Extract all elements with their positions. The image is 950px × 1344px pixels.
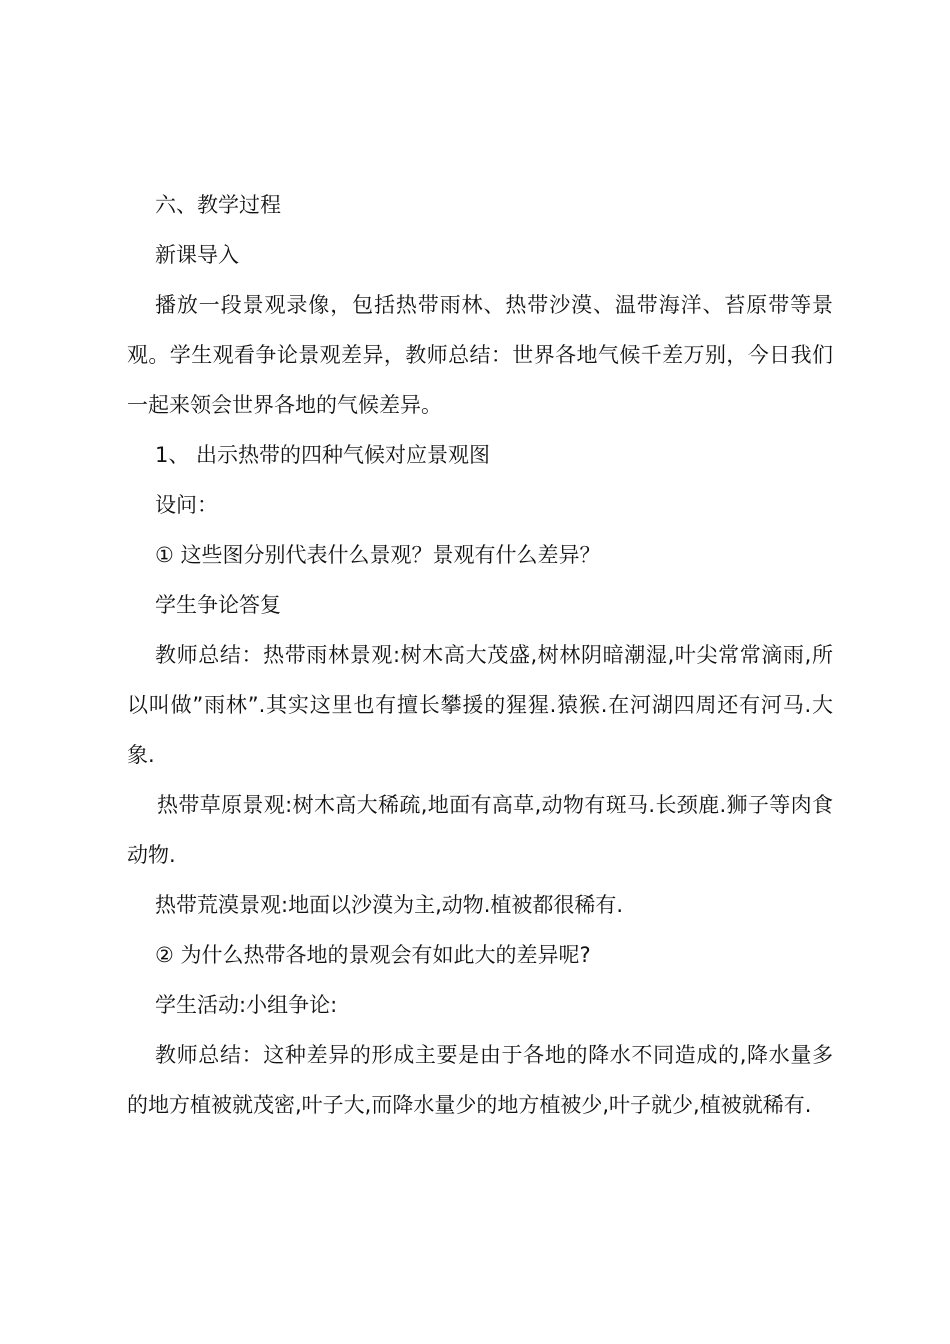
question-two: ② 为什么热带各地的景观会有如此大的差异呢? [155,943,591,967]
paragraph-rainforest: 教师总结：热带雨林景观:树木高大茂盛,树林阴暗潮湿,叶尖常常滴雨,所以叫做”雨林”.其实这里也有擅长攀援的猩猩.猿猴.在河湖四周还有河马.大象. [127,643,833,767]
student-response: 学生争论答复 [155,593,281,617]
paragraph-conclusion: 教师总结：这种差异的形成主要是由于各地的降水不同造成的,降水量多的地方植被就茂密,叶子大,而降水量少的地方植被少,叶子就少,植被就稀有. [127,1043,833,1117]
question-one: ① 这些图分别代表什么景观？景观有什么差异？ [155,543,601,567]
section-heading: 六、教学过程 [155,193,281,217]
student-activity: 学生活动:小组争论: [155,993,338,1017]
paragraph-intro: 播放一段景观录像，包括热带雨林、热带沙漠、温带海洋、苔原带等景观。学生观看争论景观差异，教师总结：世界各地气候千差万别，今日我们一起来领会世界各地的气候差异。 [127,293,833,417]
paragraph-desert: 热带荒漠景观:地面以沙漠为主,动物.植被都很稀有. [155,893,624,917]
document-body [127,180,833,1130]
step-heading: 1、 出示热带的四种气候对应景观图 [155,443,491,467]
subsection-heading: 新课导入 [155,243,239,267]
question-label: 设问： [155,493,218,517]
paragraph-savanna: 热带草原景观:树木高大稀疏,地面有高草,动物有斑马.长颈鹿.狮子等肉食动物. [127,793,833,867]
